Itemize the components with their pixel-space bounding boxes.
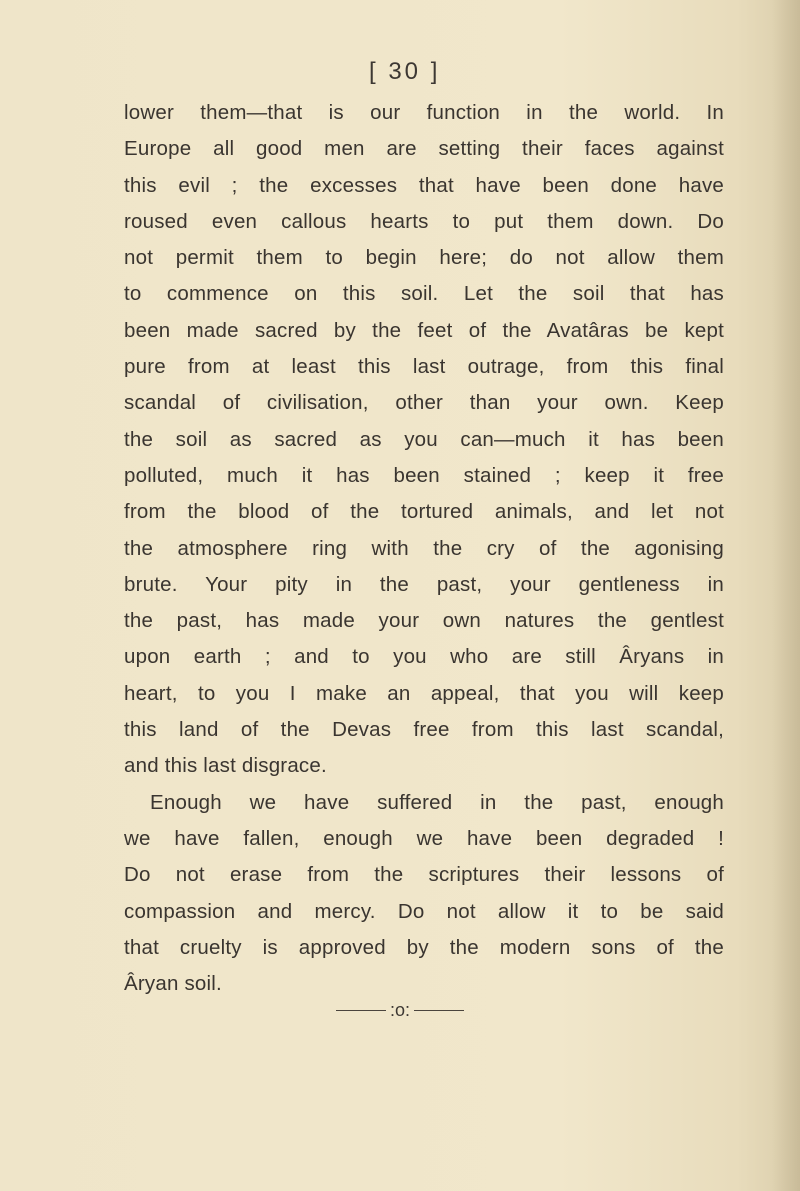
text-line: we have fallen, enough we have been degraded ! [124,826,724,850]
text-line: Âryan soil. [124,972,222,996]
text-line: from the blood of the tortured animals, and let not [124,500,724,524]
text-line: the atmosphere ring with the cry of the agonising [124,536,724,560]
text-line: to commence on this soil. Let the soil that has [124,282,724,306]
page-number: [ 30 ] [369,58,441,85]
text-line: compassion and mercy. Do not allow it to be said [124,899,724,923]
text-line: upon earth ; and to you who are still Âryans in [124,645,724,669]
text-line: pure from at least this last outrage, from this final [124,355,724,379]
text-line: this evil ; the excesses that have been done have [124,173,724,197]
separator-mark: :o: [389,999,410,1020]
text-line: and this last disgrace. [124,754,327,778]
text-line: not permit them to begin here; do not allow them [124,246,724,270]
text-line: the past, has made your own natures the gentlest [124,609,724,633]
text-line: scandal of civilisation, other than your own. Keep [124,391,724,415]
section-separator [300,998,500,1022]
text-line: the soil as sacred as you can—much it has been [124,427,724,451]
page-edge-shadow [772,0,800,1191]
text-line: heart, to you I make an appeal, that you will keep [124,681,724,705]
separator-rule-left [336,1010,386,1011]
text-line: been made sacred by the feet of the Avatâras be kept [124,318,724,342]
text-line: brute. Your pity in the past, your gentleness in [124,572,724,596]
text-line: this land of the Devas free from this last scandal, [124,718,724,742]
body-text [124,95,724,1002]
text-line: polluted, much it has been stained ; keep it free [124,463,724,487]
text-line: Europe all good men are setting their faces against [124,137,724,161]
text-line: Enough we have suffered in the past, enough [150,790,724,814]
separator-rule-right [414,1010,464,1011]
text-line: that cruelty is approved by the modern sons of the [124,935,724,959]
text-line: Do not erase from the scriptures their lessons of [124,863,724,887]
text-line: roused even callous hearts to put them down. Do [124,209,724,233]
text-line: lower them—that is our function in the world. In [124,101,724,124]
